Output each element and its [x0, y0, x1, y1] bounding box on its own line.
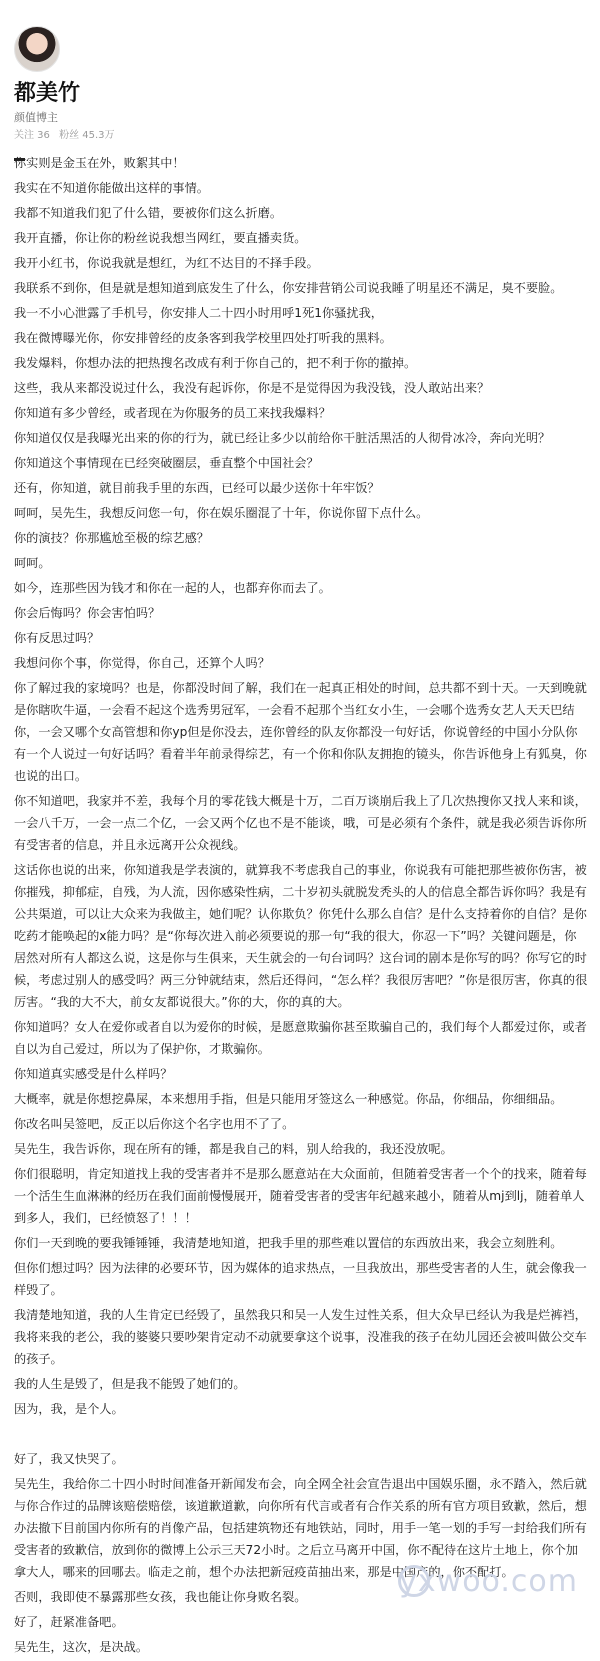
- post-paragraph: 你知道真实感受是什么样吗？: [14, 1067, 173, 1081]
- post-paragraph: 还有，你知道，就目前我手里的东西，已经可以最少送你十年牢饭？: [14, 481, 380, 495]
- post-paragraph: 你有反思过吗？: [14, 631, 100, 645]
- post-paragraph: 你实则是金玉在外，败絮其中！: [14, 156, 185, 170]
- profile-subtitle: 颜值博主: [14, 111, 58, 124]
- post-paragraph: 我一不小心泄露了手机号，你安排人二十四小时用呼1死1你骚扰我，: [14, 306, 383, 320]
- post-paragraph: 这些，我从来都没说过什么，我没有起诉你，你是不是觉得因为我没钱，没人敢站出来？: [14, 381, 490, 395]
- post-paragraph: 吴先生，这次，是决战。: [14, 1640, 149, 1654]
- post-paragraph: 你们很聪明，肯定知道找上我的受害者并不是那么愿意站在大众面前，但随着受害者一个个的找来，随着每一个活生生血淋淋的经历在我们面前慢慢展开，随着受害者的受害年纪越来越小，随着从mj到lj，随着单人到多人，我们，已经愤怒了！！！: [14, 1167, 587, 1225]
- post-paragraph: 呵呵。: [14, 556, 51, 570]
- avatar[interactable]: [14, 26, 60, 72]
- post-paragraph: [14, 1423, 588, 1445]
- post-paragraph: 你知道吗？女人在爱你或者自以为爱你的时候，是愿意欺骗你甚至欺骗自己的，我们每个人都爱过你，或者自以为自己爱过，所以为了保护你，才欺骗你。: [14, 1020, 587, 1056]
- post-paragraph: 呵呵，吴先生，我想反问您一句，你在娱乐圈混了十年，你说你留下点什么。: [14, 506, 429, 520]
- post-paragraph: 你会后悔吗？你会害怕吗？: [14, 606, 161, 620]
- post-paragraph: 你知道这个事情现在已经突破圈层，垂直整个中国社会？: [14, 456, 319, 470]
- post-paragraph: 因为，我，是个人。: [14, 1402, 124, 1416]
- post-paragraph: 我想问你个事，你觉得，你自己，还算个人吗？: [14, 656, 270, 670]
- post-paragraph: 好了，赶紧准备吧。: [14, 1615, 124, 1629]
- post-paragraph: 你不知道吧，我家并不差，我每个月的零花钱大概是十万，二百万谈崩后我上了几次热搜你又找人来和谈，一会八千万，一会一点二个亿，一会又两个亿也不是不能谈，哦，可是必须有个条件，就是我必须告诉你所有受害者的信息，并且永远离开公众视线。: [14, 794, 587, 852]
- post-paragraph: 我的人生是毁了，但是我不能毁了她们的。: [14, 1377, 246, 1391]
- post-paragraph: 这话你也说的出来，你知道我是学表演的，就算我不考虑我自己的事业，你说我有可能把那些被你伤害，被你摧残，抑郁症，自残，为人流，因你感染性病，二十岁初头就脱发秃头的人的信息全都告诉你吗？我是有公共渠道，可以让大众来为我做主，她们呢？认你欺负？你凭什么那么自信？是什么支持着你的自信？是你吃药才能唤起的x能力吗？是“你每次进入前必须要说的那一句“我的很大，你忍一下”吗？关键问题是，你居然对所有人都这么说，这是你与生俱来，天生就会的一句台词吗？这台词的剧本是你写的吗？你写它的时候，考虑过别人的感受吗？两三分钟就结束，然后还得问，“怎么样？我很厉害吧？”你是很厉害，你真的很厉害。“我的大不大，前女友都说很大。”你的大，你的真的大。: [14, 863, 588, 1009]
- post-paragraph: 你知道仅仅是我曝光出来的你的行为，就已经让多少以前给你干脏活黑活的人彻骨冰冷，奔向光明？: [14, 431, 551, 445]
- post-paragraph: 我清楚地知道，我的人生肯定已经毁了，虽然我只和吴一人发生过性关系，但大众早已经认为我是烂裤裆，我将来我的老公，我的婆婆只要吵架肯定动不动就要拿这个说事，没准我的孩子在幼儿园还会被叫做公交车的孩子。: [14, 1308, 587, 1366]
- post-paragraph: 我开小红书，你说我就是想红，为红不达目的不择手段。: [14, 256, 319, 270]
- post-paragraph: 你改名叫吴签吧，反正以后你这个名字也用不了了。: [14, 1117, 295, 1131]
- profile-name[interactable]: 都美竹: [14, 81, 81, 106]
- post-paragraph: 我实在不知道你能做出这样的事情。: [14, 181, 209, 195]
- post-paragraph: 我开直播，你让你的粉丝说我想当网红，要直播卖货。: [14, 231, 307, 245]
- post-paragraph: 好了，我又快哭了。: [14, 1452, 124, 1466]
- post-paragraph: 我在微博曝光你，你安排曾经的皮条客到我学校里四处打听我的黑料。: [14, 331, 392, 345]
- profile-stats: [14, 128, 586, 144]
- post-paragraph: 我发爆料，你想办法的把热搜名改成有利于你自己的，把不利于你的撤掉。: [14, 356, 417, 370]
- following-count[interactable]: 关注 36: [14, 130, 50, 141]
- post-paragraph: 你们一天到晚的要我锤锤锤，我清楚地知道，把我手里的那些难以置信的东西放出来，我会立刻胜利。: [14, 1236, 563, 1250]
- post-paragraph: 我都不知道我们犯了什么错，要被你们这么折磨。: [14, 206, 283, 220]
- post-paragraph: 吴先生，我告诉你，现在所有的锤，都是我自己的料，别人给我的，我还没放呢。: [14, 1142, 453, 1156]
- post-paragraph: 吴先生，我给你二十四小时时间准备开新闻发布会，向全网全社会宣告退出中国娱乐圈，永不踏入，然后就与你合作过的品牌该赔偿赔偿，该道歉道歉，向你所有代言或者有合作关系的所有官方项目致歉，然后，想办法撤下目前国内你所有的肖像产品，包括建筑物还有地铁站，同时，用手一笔一划的手写一封给我们所有受害者的致歉信，放到你的微博上公示三天72小时。之后立马离开中国，你不配待在这片土地上，你个加拿大人，哪来的回哪去。临走之前，想个办法把新冠疫苗抽出来，那是中国产的，你不配打。: [14, 1477, 587, 1579]
- post-paragraph: 但你们想过吗？因为法律的必要环节，因为媒体的追求热点，一旦我放出，那些受害者的人生，就会像我一样毁了。: [14, 1261, 587, 1297]
- post-content: [14, 152, 588, 1661]
- post-paragraph: 你了解过我的家境吗？也是，你都没时间了解，我们在一起真正相处的时间，总共都不到十天。一天到晚就是你瞎吹牛逼，一会看不起这个选秀男冠军，一会看不起那个当红女小生，一会哪个选秀女艺人天天巴结你，一会又哪个女高管想和你yp但是你没去，连你曾经的队友你都没一句好话，你说曾经的中国小分队你有一个人说过一句好话吗？看着半年前录得综艺，有一个你和你队友拥抱的镜头，你告诉他身上有狐臭，你也说的出口。: [14, 681, 587, 783]
- fans-count[interactable]: 粉丝 45.3万: [59, 130, 115, 141]
- post-paragraph: 否则，我即使不暴露那些女孩，我也能让你身败名裂。: [14, 1590, 307, 1604]
- watermark: yxwoo.com: [399, 1564, 578, 1599]
- post-paragraph: 你的演技？你那尴尬至极的综艺感？: [14, 531, 209, 545]
- post-paragraph: 大概率，就是你想挖鼻屎，本来想用手指，但是只能用牙签这么一种感觉。你品，你细品，你细细品。: [14, 1092, 563, 1106]
- post-paragraph: 如今，连那些因为钱才和你在一起的人，也都弃你而去了。: [14, 581, 331, 595]
- post-paragraph: 你知道有多少曾经，或者现在为你服务的员工来找我爆料？: [14, 406, 331, 420]
- post-paragraph: 我联系不到你，但是就是想知道到底发生了什么，你安排营销公司说我睡了明星还不满足，臭不要脸。: [14, 281, 563, 295]
- profile-header: [14, 26, 586, 169]
